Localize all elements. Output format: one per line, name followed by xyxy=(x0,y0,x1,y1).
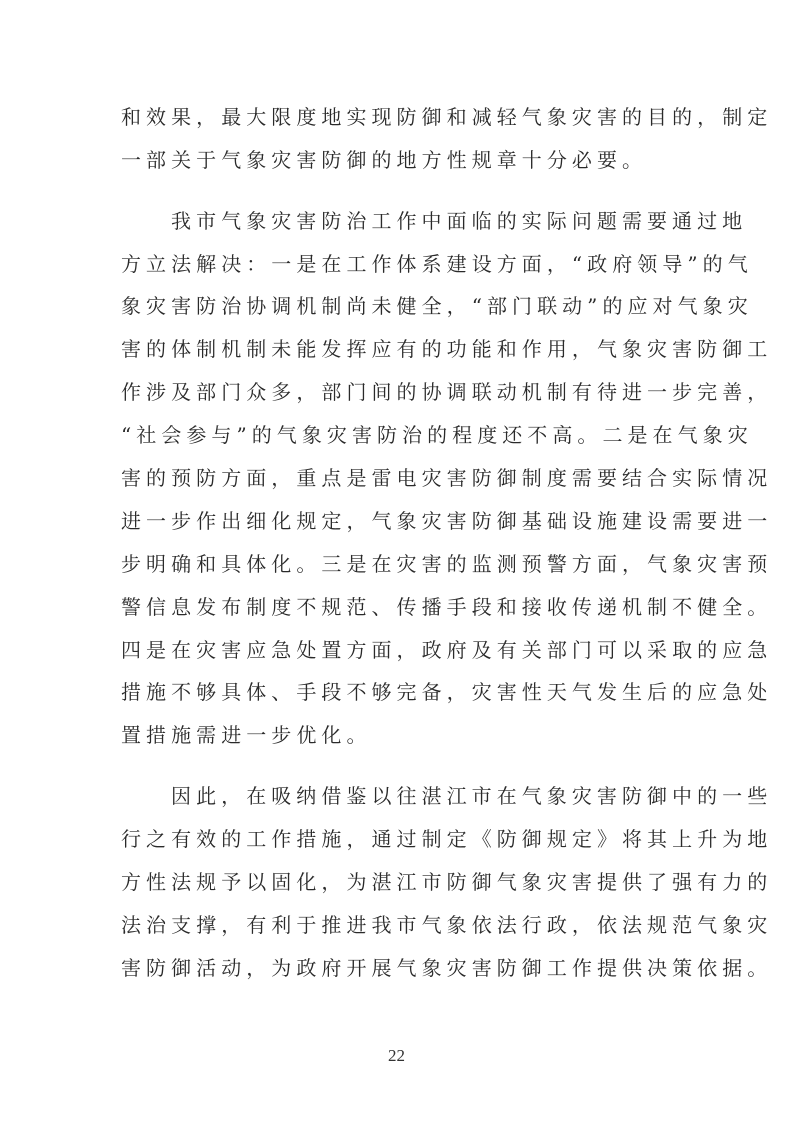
text-line: 置措施需进一步优化。 xyxy=(121,723,372,747)
text-line: “社会参与”的气象灾害防治的程度还不高。二是在气象灾 xyxy=(121,423,753,447)
text-line: 四是在灾害应急处置方面，政府及有关部门可以采取的应急 xyxy=(121,638,773,662)
text-line: 警信息发布制度不规范、传播手段和接收传递机制不健全。 xyxy=(121,595,773,619)
text-line: 一部关于气象灾害防御的地方性规章十分必要。 xyxy=(121,148,648,172)
text-line: 因此，在吸纳借鉴以往湛江市在气象灾害防御中的一些 xyxy=(146,784,773,808)
page-number: 22 xyxy=(388,1046,405,1065)
text-line: 法治支撑，有利于推进我市气象依法行政，依法规范气象灾 xyxy=(121,913,773,937)
text-line: 象灾害防治协调机制尚未健全，“部门联动”的应对气象灾 xyxy=(121,294,753,318)
text-line: 害的体制机制未能发挥应有的功能和作用，气象灾害防御工 xyxy=(121,337,773,361)
text-line: 措施不够具体、手段不够完备，灾害性天气发生后的应急处 xyxy=(121,680,773,704)
text-line: 进一步作出细化规定，气象灾害防御基础设施建设需要进一 xyxy=(121,509,773,533)
text-line: 方立法解决：一是在工作体系建设方面，“政府领导”的气 xyxy=(121,252,753,276)
text-line: 作涉及部门众多，部门间的协调联动机制有待进一步完善， xyxy=(121,380,773,404)
text-line: 我市气象灾害防治工作中面临的实际问题需要通过地 xyxy=(146,209,748,233)
text-line: 和效果，最大限度地实现防御和减轻气象灾害的目的，制定 xyxy=(121,105,773,129)
text-line: 步明确和具体化。三是在灾害的监测预警方面，气象灾害预 xyxy=(121,552,773,576)
text-line: 害防御活动，为政府开展气象灾害防御工作提供决策依据。 xyxy=(121,956,773,980)
text-line: 行之有效的工作措施，通过制定《防御规定》将其上升为地 xyxy=(121,827,773,851)
text-line: 方性法规予以固化，为湛江市防御气象灾害提供了强有力的 xyxy=(121,870,773,894)
text-line: 害的预防方面，重点是雷电灾害防御制度需要结合实际情况 xyxy=(121,466,773,490)
